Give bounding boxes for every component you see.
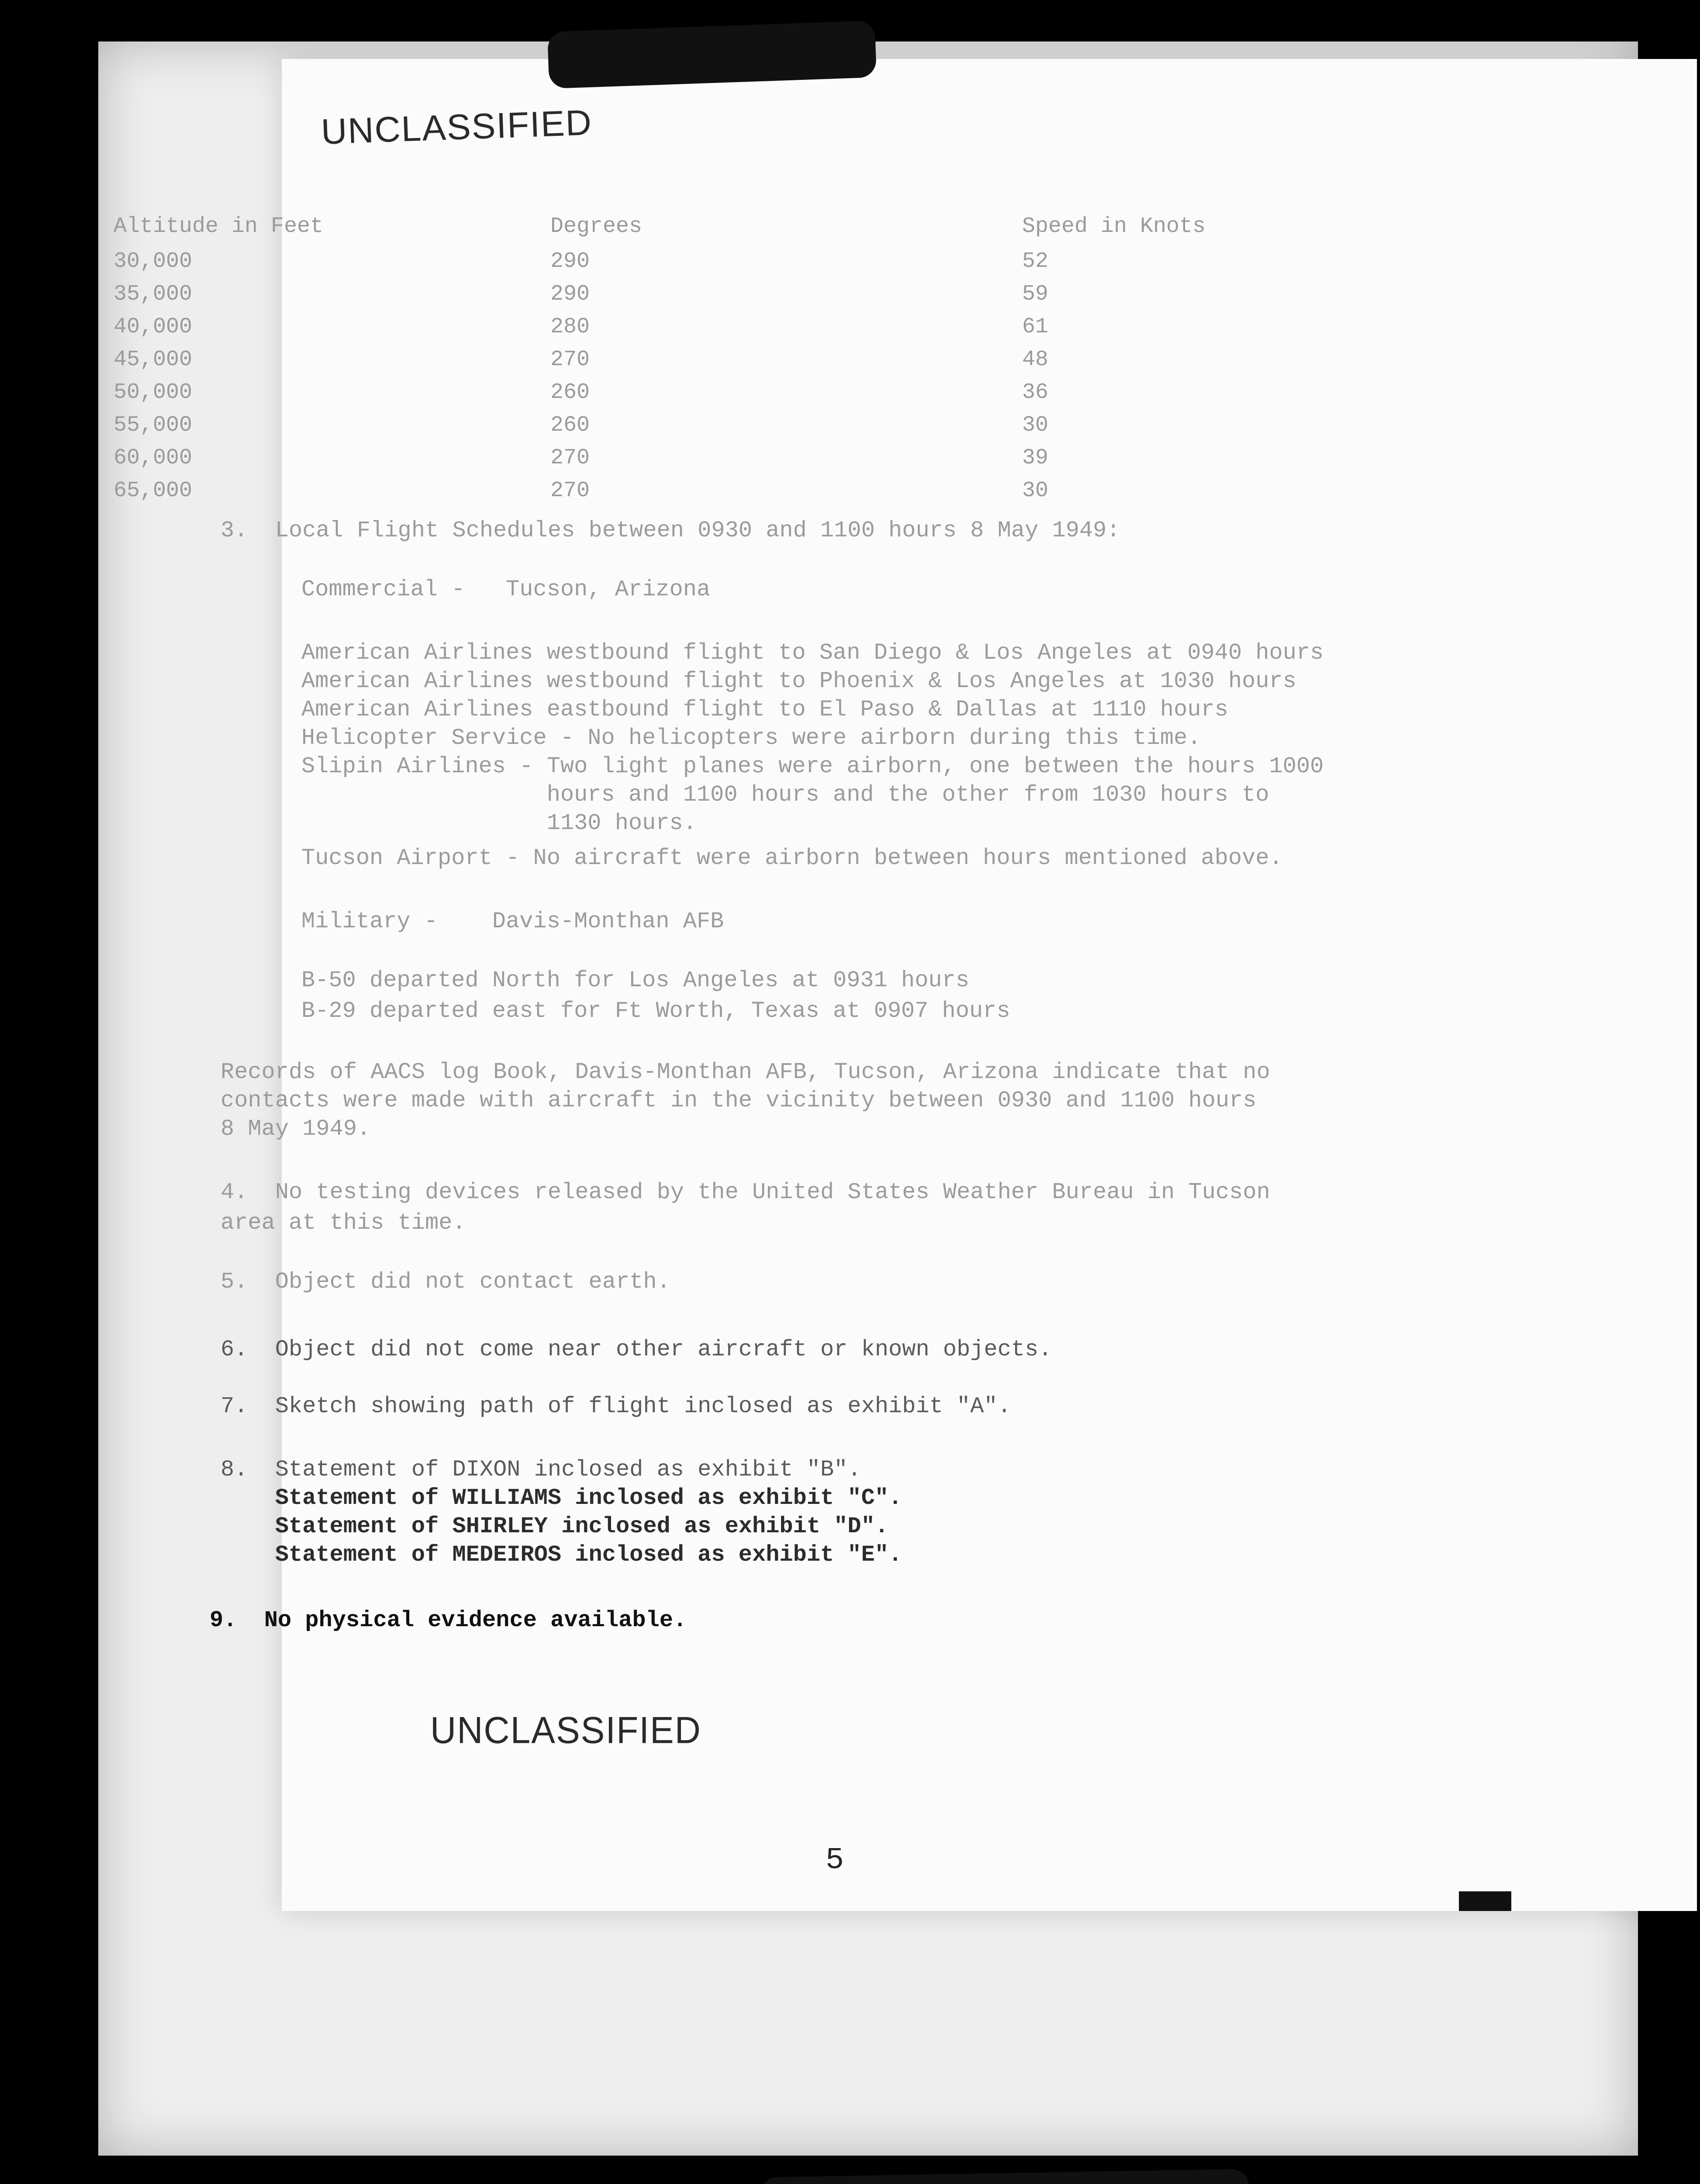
table-cell: 270 <box>550 446 590 470</box>
table-row <box>114 380 1380 405</box>
table-cell: 40,000 <box>114 314 193 339</box>
section-8-line: Statement of WILLIAMS inclosed as exhibit "C". <box>221 1485 902 1511</box>
table-cell: 30 <box>1022 478 1049 503</box>
section-6: 6. Object did not come near other aircraft or known objects. <box>221 1337 1052 1362</box>
table-row <box>114 446 1380 471</box>
table-header <box>114 214 1380 239</box>
table-row <box>114 314 1380 340</box>
page-number: 5 <box>826 1843 844 1878</box>
table-row <box>114 282 1380 307</box>
table-row <box>114 347 1380 373</box>
military-label: Military - Davis-Monthan AFB <box>301 909 724 934</box>
table-cell: 270 <box>550 347 590 372</box>
table-cell: 60,000 <box>114 446 193 470</box>
table-cell: 35,000 <box>114 282 193 307</box>
table-cell: 45,000 <box>114 347 193 372</box>
commercial-label: Commercial - Tucson, Arizona <box>301 577 711 602</box>
commercial-line: American Airlines westbound flight to Phoenix & Los Angeles at 1030 hours <box>301 668 1296 694</box>
commercial-line: hours and 1100 hours and the other from 1030 hours to <box>301 782 1269 808</box>
records-line: contacts were made with aircraft in the vicinity between 0930 and 1100 hours <box>221 1088 1257 1113</box>
section-8-line: 8. Statement of DIXON inclosed as exhibit "B". <box>221 1457 861 1482</box>
table-cell: 270 <box>550 478 590 503</box>
commercial-line: American Airlines eastbound flight to El Paso & Dallas at 1110 hours <box>301 697 1228 722</box>
table-cell: 39 <box>1022 446 1049 470</box>
commercial-line: Slipin Airlines - Two light planes were airborn, one between the hours 1000 <box>301 753 1324 779</box>
classification-stamp-bottom: UNCLASSIFIED <box>430 1709 701 1752</box>
section-5: 5. Object did not contact earth. <box>221 1269 670 1295</box>
classification-stamp-top: UNCLASSIFIED <box>320 103 593 152</box>
table-cell: 260 <box>550 380 590 405</box>
table-cell: 55,000 <box>114 413 193 438</box>
records-line: Records of AACS log Book, Davis-Monthan AFB, Tucson, Arizona indicate that no <box>221 1059 1270 1085</box>
table-cell: 50,000 <box>114 380 193 405</box>
redaction-bar-top <box>547 21 877 89</box>
table-cell: 30 <box>1022 413 1049 438</box>
section-4-line: 4. No testing devices released by the United States Weather Bureau in Tucson <box>221 1179 1270 1205</box>
commercial-line: 1130 hours. <box>301 810 697 836</box>
table-cell: 30,000 <box>114 249 193 274</box>
table-cell: 290 <box>550 282 590 307</box>
records-line: 8 May 1949. <box>221 1116 371 1142</box>
table-cell: 280 <box>550 314 590 339</box>
military-line: B-50 departed North for Los Angeles at 0931 hours <box>301 968 970 993</box>
table-header-altitude: Altitude in Feet <box>114 214 324 239</box>
table-cell: 48 <box>1022 347 1049 372</box>
commercial-line: Tucson Airport - No aircraft were airborn between hours mentioned above. <box>301 845 1283 871</box>
table-header-degrees: Degrees <box>550 214 643 239</box>
section-3-heading: 3. Local Flight Schedules between 0930 and 1100 hours 8 May 1949: <box>221 518 1120 543</box>
registration-mark <box>1459 1891 1511 1911</box>
table-row <box>114 249 1380 274</box>
table-cell: 36 <box>1022 380 1049 405</box>
section-7: 7. Sketch showing path of flight inclosed as exhibit "A". <box>221 1393 1011 1419</box>
table-cell: 59 <box>1022 282 1049 307</box>
military-line: B-29 departed east for Ft Worth, Texas at 0907 hours <box>301 998 1010 1024</box>
table-cell: 65,000 <box>114 478 193 503</box>
table-cell: 290 <box>550 249 590 274</box>
section-9: 9. No physical evidence available. <box>210 1607 687 1633</box>
table-row <box>114 478 1380 504</box>
table-cell: 260 <box>550 413 590 438</box>
table-cell: 61 <box>1022 314 1049 339</box>
commercial-line: Helicopter Service - No helicopters were airborn during this time. <box>301 725 1201 751</box>
section-4-line: area at this time. <box>221 1210 466 1236</box>
commercial-line: American Airlines westbound flight to San Diego & Los Angeles at 0940 hours <box>301 640 1324 666</box>
table-header-speed: Speed in Knots <box>1022 214 1206 239</box>
section-8-line: Statement of MEDEIROS inclosed as exhibit "E". <box>221 1542 902 1568</box>
section-8-line: Statement of SHIRLEY inclosed as exhibit "D". <box>221 1514 889 1539</box>
table-row <box>114 413 1380 438</box>
table-cell: 52 <box>1022 249 1049 274</box>
